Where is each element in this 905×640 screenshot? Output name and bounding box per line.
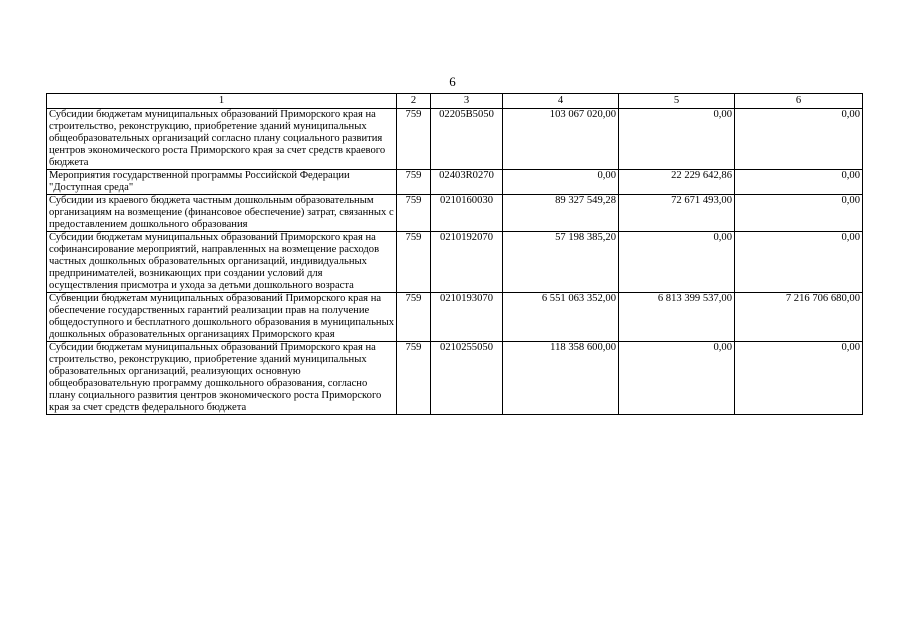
- ministry-code: 759: [397, 195, 431, 232]
- amount-year-2: 0,00: [619, 342, 735, 415]
- ministry-code: 759: [397, 342, 431, 415]
- table-row: [47, 195, 863, 232]
- amount-year-3: 0,00: [735, 109, 863, 170]
- amount-year-2: 72 671 493,00: [619, 195, 735, 232]
- expense-name: Субсидии из краевого бюджета частным дошкольным образовательным организациям на возмещение (финансовое обеспечение) затрат, связанных с предоставлением дошкольного образования: [47, 195, 397, 232]
- amount-year-3: 0,00: [735, 195, 863, 232]
- budget-table: [46, 93, 863, 415]
- target-code: 02403R0270: [431, 170, 503, 195]
- header-cell: 1: [47, 94, 397, 109]
- table-row: [47, 232, 863, 293]
- ministry-code: 759: [397, 109, 431, 170]
- amount-year-2: 6 813 399 537,00: [619, 293, 735, 342]
- amount-year-3: 0,00: [735, 170, 863, 195]
- header-cell: 2: [397, 94, 431, 109]
- table-row: [47, 170, 863, 195]
- header-cell: 6: [735, 94, 863, 109]
- expense-name: Субсидии бюджетам муниципальных образований Приморского края на строительство, реконструкцию, приобретение зданий муниципальных образовательных организаций, реализующих основную общеобразовательную программу дошкольного образования, согласно плану социального развития центров экономического роста Приморского края за счет средств федерального бюджета: [47, 342, 397, 415]
- header-row: [47, 94, 863, 109]
- amount-year-2: 0,00: [619, 109, 735, 170]
- amount-year-1: 57 198 385,20: [503, 232, 619, 293]
- expense-name: Мероприятия государственной программы Российской Федерации "Доступная среда": [47, 170, 397, 195]
- target-code: 0210193070: [431, 293, 503, 342]
- page-number: 6: [449, 74, 456, 89]
- header-cell: 3: [431, 94, 503, 109]
- header-cell: 4: [503, 94, 619, 109]
- table-row: [47, 109, 863, 170]
- target-code: 0210255050: [431, 342, 503, 415]
- amount-year-2: 0,00: [619, 232, 735, 293]
- amount-year-1: 118 358 600,00: [503, 342, 619, 415]
- target-code: 0210160030: [431, 195, 503, 232]
- amount-year-1: 89 327 549,28: [503, 195, 619, 232]
- amount-year-3: 0,00: [735, 232, 863, 293]
- amount-year-1: 0,00: [503, 170, 619, 195]
- target-code: 0210192070: [431, 232, 503, 293]
- ministry-code: 759: [397, 232, 431, 293]
- ministry-code: 759: [397, 293, 431, 342]
- table-row: [47, 293, 863, 342]
- table-row: [47, 342, 863, 415]
- ministry-code: 759: [397, 170, 431, 195]
- amount-year-3: 7 216 706 680,00: [735, 293, 863, 342]
- header-cell: 5: [619, 94, 735, 109]
- amount-year-1: 6 551 063 352,00: [503, 293, 619, 342]
- amount-year-3: 0,00: [735, 342, 863, 415]
- expense-name: Субвенции бюджетам муниципальных образований Приморского края на обеспечение государственных гарантий реализации прав на получение общедоступного и бесплатного дошкольного образования в муниципальных дошкольных образовательных организациях Приморского края: [47, 293, 397, 342]
- expense-name: Субсидии бюджетам муниципальных образований Приморского края на строительство, реконструкцию, приобретение зданий муниципальных общеобразовательных организаций согласно плану социального развития центров экономического роста Приморского края за счет средств краевого бюджета: [47, 109, 397, 170]
- expense-name: Субсидии бюджетам муниципальных образований Приморского края на софинансирование мероприятий, направленных на возмещение расходов частных дошкольных образовательных организаций, индивидуальных предпринимателей, возникающих при создании условий для осуществления присмотра и ухода за детьми дошкольного возраста: [47, 232, 397, 293]
- target-code: 02205B5050: [431, 109, 503, 170]
- amount-year-1: 103 067 020,00: [503, 109, 619, 170]
- amount-year-2: 22 229 642,86: [619, 170, 735, 195]
